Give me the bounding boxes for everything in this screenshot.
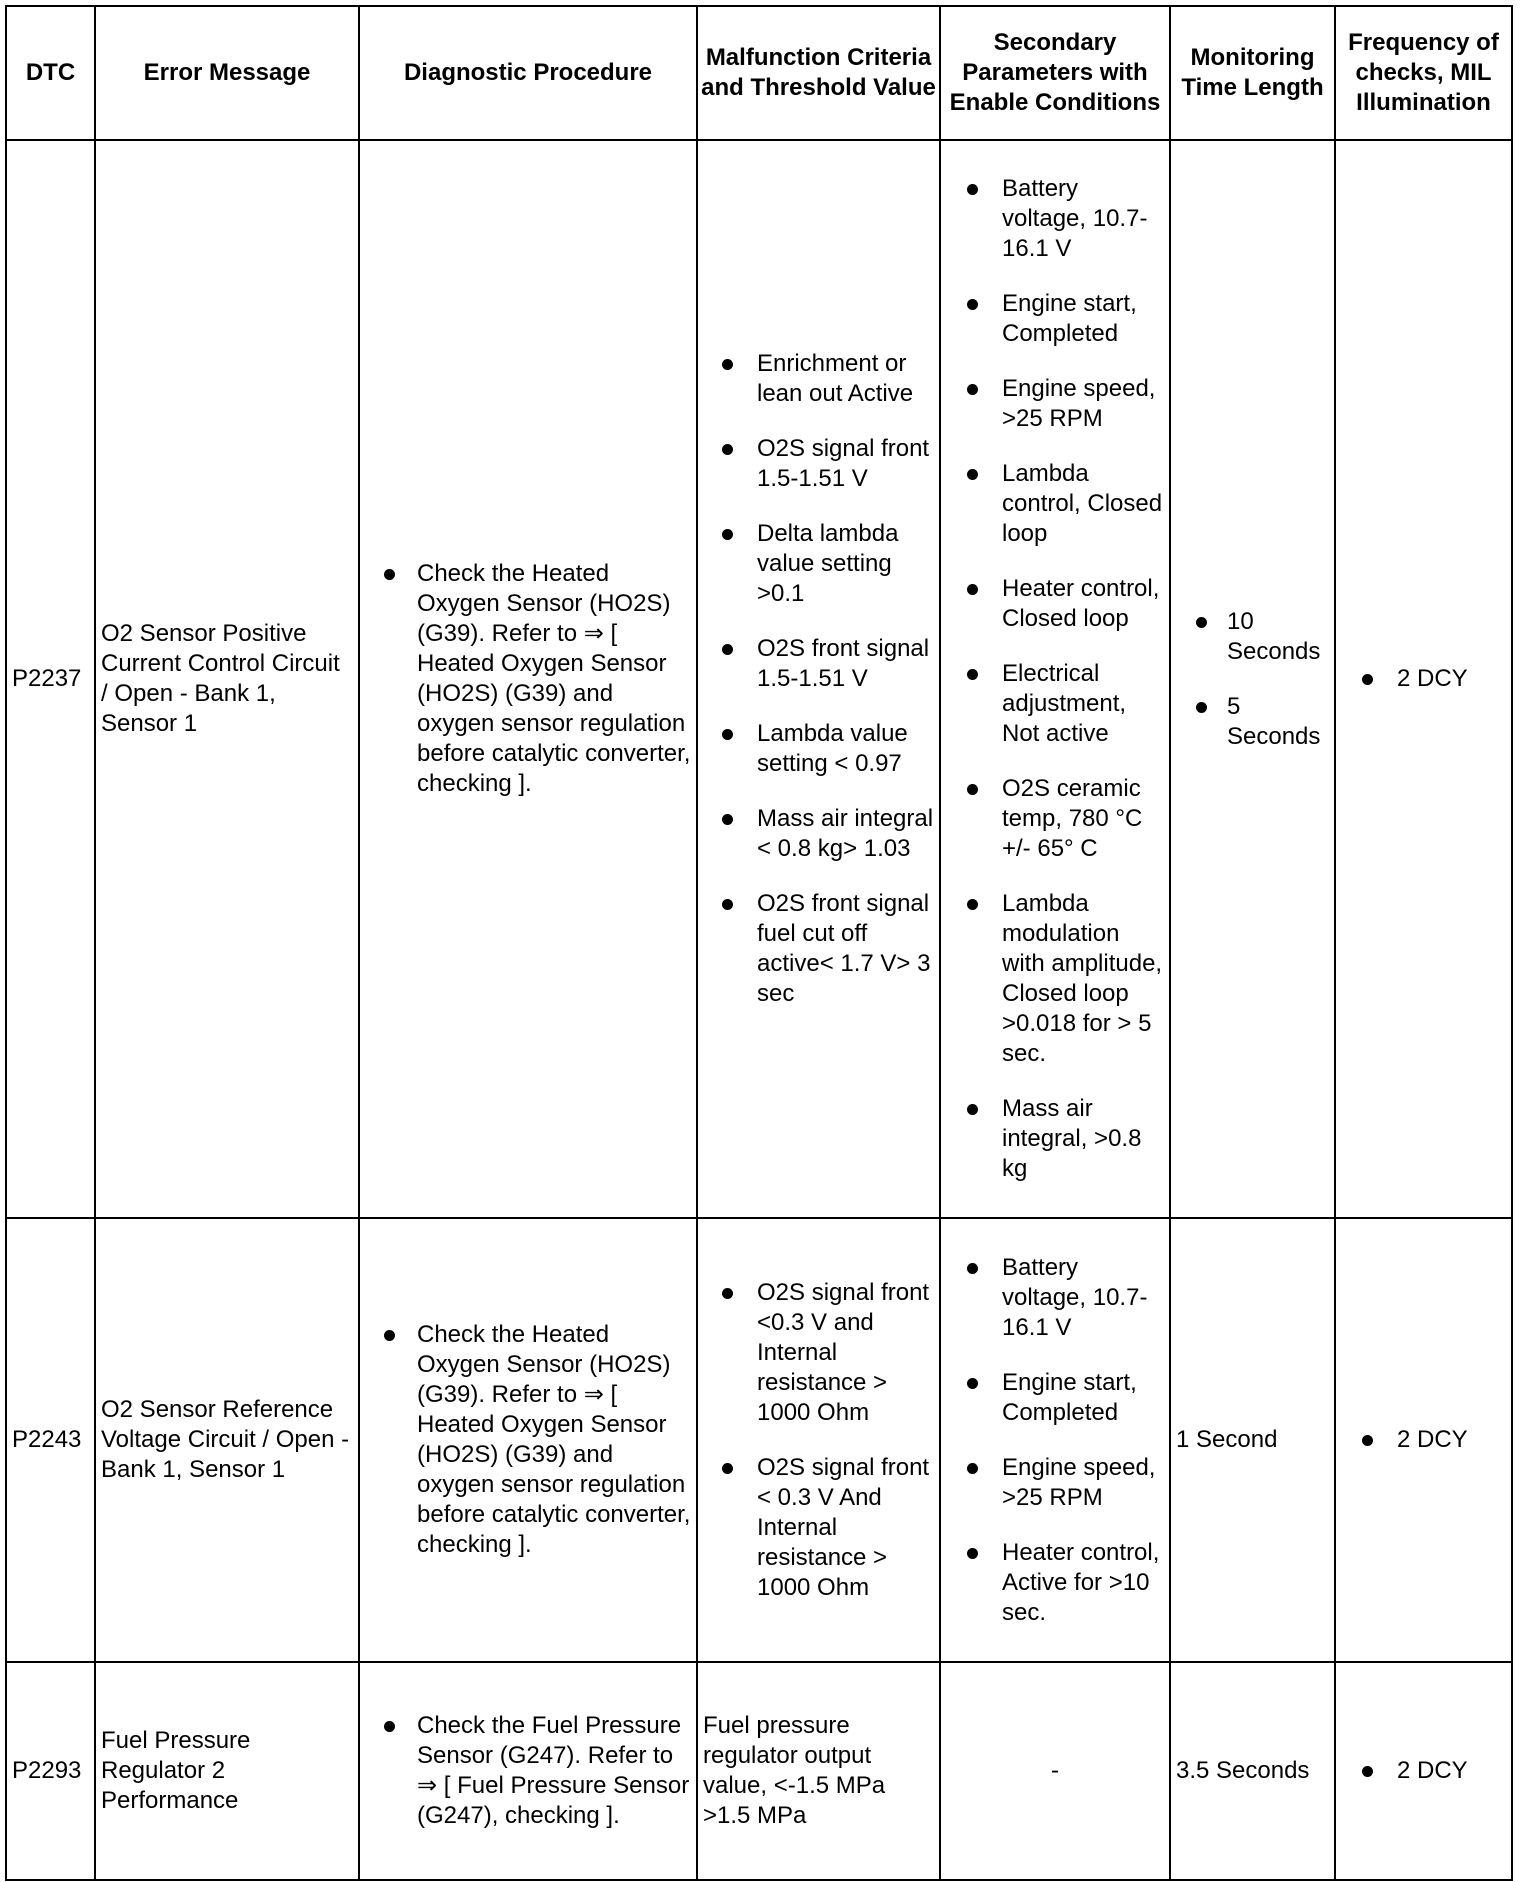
error-message: O2 Sensor Positive Current Control Circuit / Open - Bank 1, Sensor 1	[95, 140, 359, 1218]
diagnostic-procedure-cell	[359, 1662, 697, 1880]
dtc-code: P2237	[6, 140, 95, 1218]
criteria-item: O2S signal front <0.3 V and Internal resistance > 1000 Ohm	[703, 1278, 934, 1428]
table-row	[6, 140, 1512, 1218]
parameter-item: Engine speed, >25 RPM	[946, 374, 1164, 434]
header-malfunction-criteria: Malfunction Criteria and Threshold Value	[697, 6, 940, 140]
procedure-item: Check the Fuel Pressure Sensor (G247). Refer to ⇒ [ Fuel Pressure Sensor (G247), checking ].	[365, 1711, 691, 1831]
frequency-item: 2 DCY	[1341, 664, 1506, 694]
parameter-item: Engine start, Completed	[946, 289, 1164, 349]
criteria-item: O2S signal front 1.5-1.51 V	[703, 434, 934, 494]
parameter-item: Lambda modulation with amplitude, Closed loop >0.018 for > 5 sec.	[946, 889, 1164, 1069]
secondary-parameters-cell	[940, 1218, 1170, 1662]
frequency-cell	[1335, 140, 1512, 1218]
table-row	[6, 1662, 1512, 1880]
frequency-cell	[1335, 1218, 1512, 1662]
monitoring-item: 5 Seconds	[1176, 692, 1329, 752]
monitoring-item: 10 Seconds	[1176, 607, 1329, 667]
parameter-item: Heater control, Closed loop	[946, 574, 1164, 634]
malfunction-criteria-cell	[697, 140, 940, 1218]
header-error-message: Error Message	[95, 6, 359, 140]
dtc-sheet	[5, 5, 1513, 1881]
frequency-item: 2 DCY	[1341, 1756, 1506, 1786]
criteria-item: O2S front signal fuel cut off active< 1.7 V> 3 sec	[703, 889, 934, 1009]
parameter-item: Battery voltage, 10.7-16.1 V	[946, 1253, 1164, 1343]
criteria-item: Enrichment or lean out Active	[703, 349, 934, 409]
table-row	[6, 1218, 1512, 1662]
criteria-item: O2S front signal 1.5-1.51 V	[703, 634, 934, 694]
procedure-item: Check the Heated Oxygen Sensor (HO2S) (G39). Refer to ⇒ [ Heated Oxygen Sensor (HO2S) (G39) and oxygen sensor regulation before catalytic converter, checking ].	[365, 559, 691, 799]
frequency-item: 2 DCY	[1341, 1425, 1506, 1455]
parameter-item: Electrical adjustment, Not active	[946, 659, 1164, 749]
header-dtc: DTC	[6, 6, 95, 140]
criteria-item: Mass air integral < 0.8 kg> 1.03	[703, 804, 934, 864]
parameter-item: O2S ceramic temp, 780 °C +/- 65° C	[946, 774, 1164, 864]
malfunction-criteria-cell: Fuel pressure regulator output value, <-1.5 MPa >1.5 MPa	[697, 1662, 940, 1880]
header-frequency: Frequency of checks, MIL Illumination	[1335, 6, 1512, 140]
parameter-item: Heater control, Active for >10 sec.	[946, 1538, 1164, 1628]
dtc-table	[5, 5, 1513, 1881]
parameter-item: Battery voltage, 10.7-16.1 V	[946, 174, 1164, 264]
parameter-item: Engine start, Completed	[946, 1368, 1164, 1428]
header-monitoring-time: Monitoring Time Length	[1170, 6, 1335, 140]
diagnostic-procedure-cell	[359, 140, 697, 1218]
monitoring-time-cell: 3.5 Seconds	[1170, 1662, 1335, 1880]
criteria-item: Delta lambda value setting >0.1	[703, 519, 934, 609]
procedure-item: Check the Heated Oxygen Sensor (HO2S) (G39). Refer to ⇒ [ Heated Oxygen Sensor (HO2S) (G39) and oxygen sensor regulation before catalytic converter, checking ].	[365, 1320, 691, 1560]
dtc-code: P2293	[6, 1662, 95, 1880]
frequency-cell	[1335, 1662, 1512, 1880]
error-message: O2 Sensor Reference Voltage Circuit / Open - Bank 1, Sensor 1	[95, 1218, 359, 1662]
malfunction-criteria-cell	[697, 1218, 940, 1662]
parameter-item: Mass air integral, >0.8 kg	[946, 1094, 1164, 1184]
dtc-code: P2243	[6, 1218, 95, 1662]
criteria-item: O2S signal front < 0.3 V And Internal resistance > 1000 Ohm	[703, 1453, 934, 1603]
header-secondary-parameters: Secondary Parameters with Enable Conditions	[940, 6, 1170, 140]
error-message: Fuel Pressure Regulator 2 Performance	[95, 1662, 359, 1880]
criteria-item: Lambda value setting < 0.97	[703, 719, 934, 779]
diagnostic-procedure-cell	[359, 1218, 697, 1662]
monitoring-time-cell: 1 Second	[1170, 1218, 1335, 1662]
monitoring-time-cell	[1170, 140, 1335, 1218]
parameter-item: Engine speed, >25 RPM	[946, 1453, 1164, 1513]
parameter-item: Lambda control, Closed loop	[946, 459, 1164, 549]
table-header-row	[6, 6, 1512, 140]
secondary-parameters-cell: -	[940, 1662, 1170, 1880]
secondary-parameters-cell	[940, 140, 1170, 1218]
header-diagnostic-procedure: Diagnostic Procedure	[359, 6, 697, 140]
